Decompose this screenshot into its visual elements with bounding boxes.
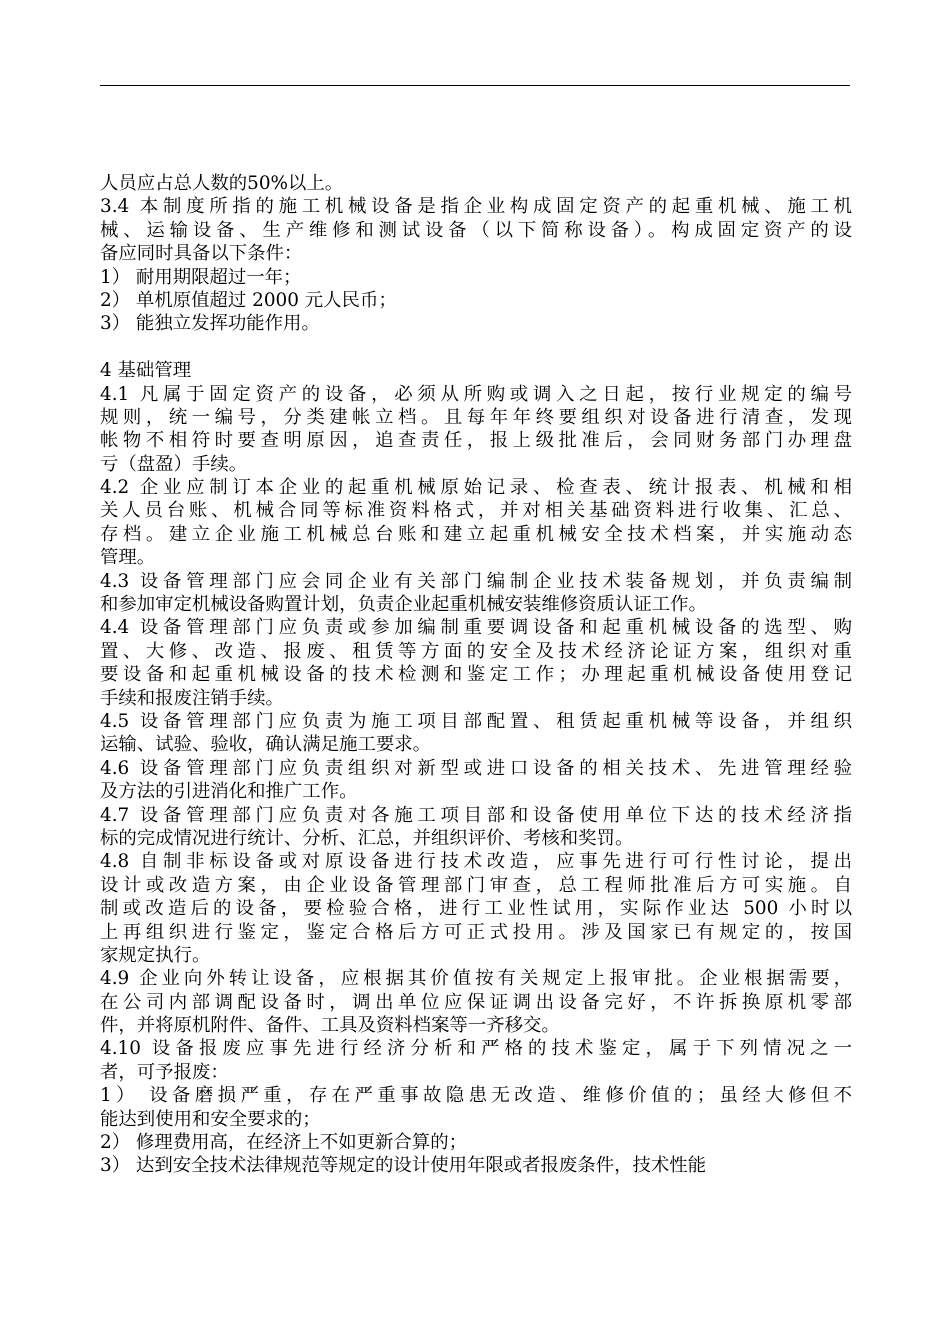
paragraph-line: 和参加审定机械设备购置计划，负责企业起重机械安装维修资质认证工作。 xyxy=(100,594,707,616)
paragraph-line: 4 基础管理 xyxy=(100,360,192,382)
paragraph-line: 标的完成情况进行统计、分析、汇总，并组织评价、考核和奖罚。 xyxy=(100,827,634,849)
paragraph-line: 亏（盘盈）手续。 xyxy=(100,453,248,475)
paragraph-line: 4.4 设备管理部门应负责或参加编制重要调设备和起重机械设备的选型、购 xyxy=(100,617,852,639)
paragraph-line: 设计或改造方案，由企业设备管理部门审查，总工程师批准后方可实施。自 xyxy=(100,874,852,896)
paragraph-line: 家规定执行。 xyxy=(100,944,211,966)
paragraph-line: 要设备和起重机械设备的技术检测和鉴定工作；办理起重机械设备使用登记 xyxy=(100,664,852,686)
paragraph-line: 关人员台账、机械合同等标准资料格式，并对相关基础资料进行收集、汇总、 xyxy=(100,500,852,522)
paragraph-line: 2） 修理费用高，在经济上不如更新合算的； xyxy=(100,1132,467,1154)
paragraph-line: 运输、试验、验收，确认满足施工要求。 xyxy=(100,734,432,756)
paragraph-line: 在公司内部调配设备时，调出单位应保证调出设备完好，不许拆换原机零部 xyxy=(100,991,852,1013)
paragraph-line: 管理。 xyxy=(100,547,156,569)
paragraph-line: 能达到使用和安全要求的； xyxy=(100,1108,321,1130)
header-rule xyxy=(100,85,850,86)
paragraph-line: 置、大修、改造、报废、租赁等方面的安全及技术经济论证方案，组织对重 xyxy=(100,640,852,662)
paragraph-line: 件，并将原机附件、备件、工具及资料档案等一齐移交。 xyxy=(100,1015,560,1037)
paragraph-line: 1） 设备磨损严重，存在严重事故隐患无改造、维修价值的；虽经大修但不 xyxy=(100,1085,852,1107)
paragraph-line: 4.1 凡属于固定资产的设备，必须从所购或调入之日起，按行业规定的编号 xyxy=(100,383,852,405)
paragraph-line: 规则，统一编号，分类建帐立档。且每年年终要组织对设备进行清查，发现 xyxy=(100,406,852,428)
document-body xyxy=(100,172,852,1178)
paragraph-line: 4.10 设备报废应事先进行经济分析和严格的技术鉴定，属于下列情况之一 xyxy=(100,1038,852,1060)
paragraph-line: 2） 单机原值超过 2000 元人民币； xyxy=(100,289,397,311)
paragraph-line: 械、运输设备、生产维修和测试设备（以下简称设备）。构成固定资产的设 xyxy=(100,219,852,241)
paragraph-line: 1） 耐用期限超过一年； xyxy=(100,266,302,288)
paragraph-line: 上再组织进行鉴定，鉴定合格后方可正式投用。涉及国家已有规定的，按国 xyxy=(100,921,852,943)
paragraph-line: 4.9 企业向外转让设备，应根据其价值按有关规定上报审批。企业根据需要， xyxy=(100,968,852,990)
paragraph-line: 4.2 企业应制订本企业的起重机械原始记录、检查表、统计报表、机械和相 xyxy=(100,477,852,499)
paragraph-line: 4.5 设备管理部门应负责为施工项目部配置、租赁起重机械等设备，并组织 xyxy=(100,710,852,732)
paragraph-line: 备应同时具备以下条件： xyxy=(100,243,303,265)
paragraph-line: 帐物不相符时要查明原因，追查责任，报上级批准后，会同财务部门办理盘 xyxy=(100,430,852,452)
paragraph-line: 者，可予报废： xyxy=(100,1061,229,1083)
paragraph-line: 3） 能独立发挥功能作用。 xyxy=(100,313,320,335)
paragraph-line: 3） 达到安全技术法律规范等规定的设计使用年限或者报废条件，技术性能 xyxy=(100,1155,707,1177)
paragraph-line: 制或改造后的设备，要检验合格，进行工业性试用，实际作业达 500 小时以 xyxy=(100,898,852,920)
paragraph-line: 人员应占总人数的50%以上。 xyxy=(100,173,344,194)
paragraph-line: 4.6 设备管理部门应负责组织对新型或进口设备的相关技术、先进管理经验 xyxy=(100,757,852,779)
paragraph-line: 存档。建立企业施工机械总台账和建立起重机械安全技术档案，并实施动态 xyxy=(100,523,852,545)
blank-line xyxy=(100,336,852,359)
paragraph-line: 手续和报废注销手续。 xyxy=(100,687,284,709)
paragraph-line: 4.7 设备管理部门应负责对各施工项目部和设备使用单位下达的技术经济指 xyxy=(100,804,852,826)
paragraph-line: 4.8 自制非标设备或对原设备进行技术改造，应事先进行可行性讨论，提出 xyxy=(100,851,852,873)
paragraph-line: 3.4 本制度所指的施工机械设备是指企业构成固定资产的起重机械、施工机 xyxy=(100,196,852,218)
paragraph-line: 及方法的引进消化和推广工作。 xyxy=(100,781,358,803)
paragraph-line: 4.3 设备管理部门应会同企业有关部门编制企业技术装备规划，并负责编制 xyxy=(100,570,852,592)
